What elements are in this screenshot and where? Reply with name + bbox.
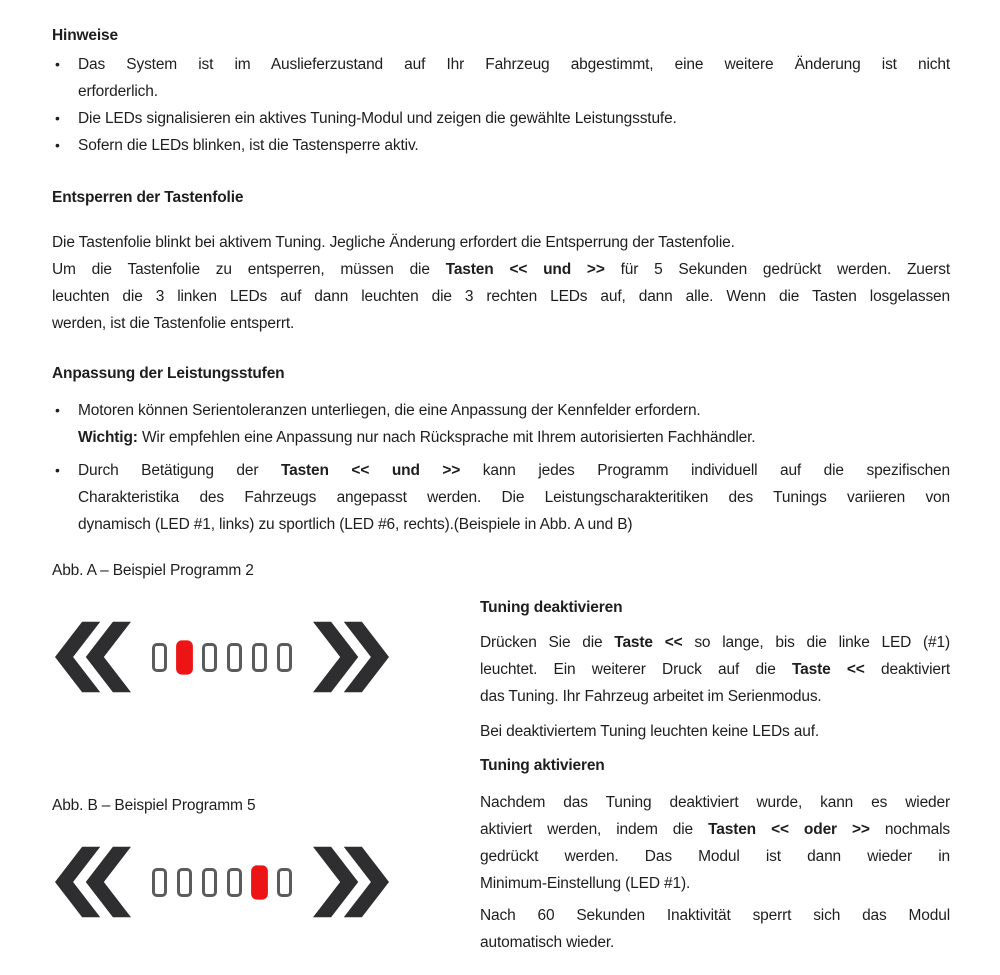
paragraph (52, 229, 950, 337)
text-line (78, 424, 950, 451)
chevron-left-icon (55, 843, 131, 921)
list-item (52, 105, 950, 132)
anpassung-list (52, 397, 950, 538)
list-item (52, 51, 950, 105)
list-item (52, 457, 950, 538)
figures-column (52, 582, 480, 921)
text-line: Die Tastenfolie blinkt bei aktivem Tuning. Jegliche Änderung erfordert die Entsperrung der Tastenfolie. (52, 234, 735, 251)
section-title-hinweise: Hinweise (52, 27, 118, 44)
text-segment: aktiviert werden, indem die (480, 821, 709, 838)
list-item (52, 397, 950, 451)
section-title-aktivieren: Tuning aktivieren (480, 757, 605, 774)
text-line: Das System ist im Auslieferzustand auf Ihr Fahrzeug abgestimmt, eine weitere Änderung ist nicht (78, 56, 950, 73)
text-segment-bold: Taste << (614, 634, 683, 651)
text-segment: kann jedes Programm individuell auf die spezifischen (460, 462, 950, 479)
chevron-right-icon (313, 618, 389, 696)
led (202, 643, 217, 672)
text-segment: deaktiviert (864, 661, 950, 678)
text-segment: Wir empfehlen eine Anpassung nur nach Rücksprache mit Ihrem autorisierten Fachhändler. (137, 429, 756, 446)
text-line: Bei deaktiviertem Tuning leuchten keine LEDs auf. (480, 723, 820, 740)
led-row (152, 868, 292, 897)
text-line: werden, ist die Tastenfolie entsperrt. (52, 315, 295, 332)
section-title-deaktivieren: Tuning deaktivieren (480, 599, 623, 616)
text-line: Die LEDs signalisieren ein aktives Tuning-Modul und zeigen die gewählte Leistungsstufe. (78, 110, 677, 127)
bullet-glyph: • (55, 56, 60, 72)
led (227, 868, 242, 897)
section-title-entsperren: Entsperren der Tastenfolie (52, 189, 244, 206)
text-line: Nach 60 Sekunden Inaktivität sperrt sich das Modul (480, 907, 950, 924)
text-line: Motoren können Serientoleranzen unterliegen, die eine Anpassung der Kennfelder erfordern. (78, 402, 701, 419)
text-segment: Durch Betätigung der (78, 462, 281, 479)
text-line (480, 629, 950, 656)
text-line: Nachdem das Tuning deaktiviert wurde, kann es wieder (480, 794, 950, 811)
led (176, 640, 193, 674)
text-line: automatisch wieder. (480, 934, 615, 951)
text-segment: leuchtet. Ein weiterer Druck auf die (480, 661, 792, 678)
figure-b-led-panel (55, 843, 480, 921)
text-line (480, 816, 950, 843)
text-line: dynamisch (LED #1, links) zu sportlich (LED #6, rechts).(Beispiele in Abb. A und B) (78, 516, 633, 533)
text-segment-bold: Taste << (792, 661, 865, 678)
led (152, 868, 167, 897)
paragraph (480, 902, 950, 956)
text-segment: Drücken Sie die (480, 634, 615, 651)
text-segment-bold: Wichtig: (78, 429, 138, 446)
text-line: Sofern die LEDs blinken, ist die Tastensperre aktiv. (78, 137, 419, 154)
text-line: Charakteristika des Fahrzeugs angepasst werden. Die Leistungscharakteritiken des Tunings variieren von (78, 489, 950, 506)
instructions-column (480, 582, 950, 956)
text-segment: für 5 Sekunden gedrückt werden. Zuerst (604, 261, 950, 278)
text-segment-bold: Tasten << oder >> (708, 821, 870, 838)
text-line (480, 656, 950, 683)
text-line: gedrückt werden. Das Modul ist dann wieder in (480, 848, 950, 865)
chevron-right-icon (313, 843, 389, 921)
led (252, 643, 267, 672)
bullet-glyph: • (55, 110, 60, 126)
text-line: Minimum-Einstellung (LED #1). (480, 875, 691, 892)
text-segment-bold: Tasten << und >> (445, 261, 605, 278)
text-line: erforderlich. (78, 83, 158, 100)
text-line (52, 256, 950, 283)
led (277, 643, 292, 672)
led (152, 643, 167, 672)
figure-a-label: Abb. A – Beispiel Programm 2 (52, 562, 254, 579)
hinweise-list (52, 51, 950, 159)
bullet-glyph: • (55, 402, 60, 418)
led (277, 868, 292, 897)
text-segment: nochmals (869, 821, 950, 838)
text-line: leuchten die 3 linken LEDs auf dann leuchten die 3 rechten LEDs auf, dann alle. Wenn die Tasten losgelassen (52, 288, 950, 305)
bullet-glyph: • (55, 462, 60, 478)
list-item (52, 132, 950, 159)
led (177, 868, 192, 897)
paragraph (480, 718, 950, 745)
figure-a-led-panel (55, 618, 480, 696)
text-line: das Tuning. Ihr Fahrzeug arbeitet im Serienmodus. (480, 688, 822, 705)
led-row (152, 643, 292, 672)
led (251, 865, 268, 899)
text-line (78, 457, 950, 484)
led (202, 868, 217, 897)
led (227, 643, 242, 672)
text-segment: Um die Tastenfolie zu entsperren, müssen die (52, 261, 446, 278)
text-segment-bold: Tasten << und >> (280, 462, 461, 479)
chevron-left-icon (55, 618, 131, 696)
text-segment: so lange, bis die linke LED (#1) (682, 634, 950, 651)
figure-b-label: Abb. B – Beispiel Programm 5 (52, 797, 256, 814)
paragraph (480, 629, 950, 710)
bullet-glyph: • (55, 137, 60, 153)
paragraph (480, 789, 950, 897)
section-title-anpassung: Anpassung der Leistungsstufen (52, 365, 285, 382)
two-column-section (52, 582, 950, 956)
